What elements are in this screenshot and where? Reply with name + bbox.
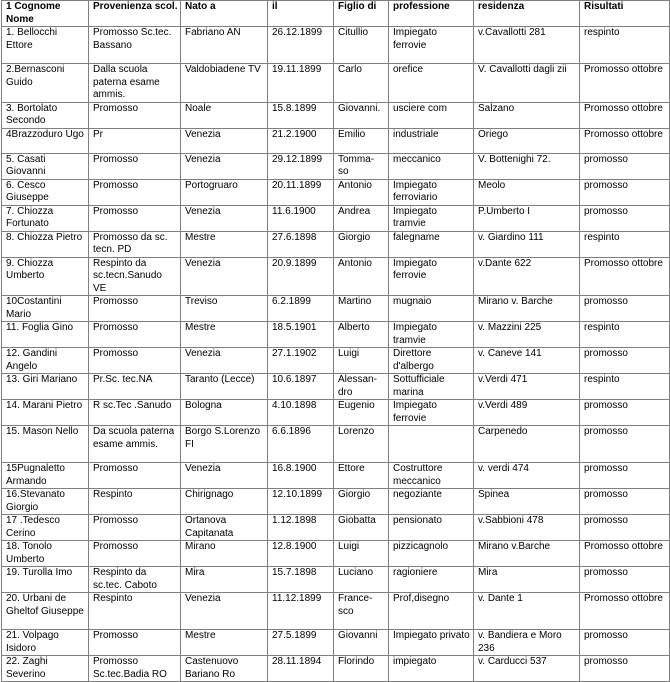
cell-nato-a: Fabriano AN	[181, 27, 268, 64]
cell-il: 11.6.1900	[268, 205, 334, 231]
cell-professione: Impiegato ferroviario	[389, 179, 474, 205]
table-row	[2, 102, 670, 128]
cell-figlio-di: Giobatta	[334, 515, 389, 541]
cell-figlio-di: Giorgio	[334, 489, 389, 515]
cell-cognome-nome: 20. Urbani de Gheltof Giuseppe	[2, 593, 89, 630]
cell-cognome-nome: 4Brazzoduro Ugo	[2, 128, 89, 153]
cell-professione: Impiegato tramvie	[389, 205, 474, 231]
cell-risultati: promosso	[580, 426, 670, 463]
cell-provenienza: Pr	[89, 128, 181, 153]
cell-residenza: v.Verdi 489	[474, 400, 580, 426]
cell-provenienza: Promosso Sc.tec.Badia RO	[89, 656, 181, 682]
header-residenza: residenza	[474, 1, 580, 27]
cell-cognome-nome: 7. Chiozza Fortunato	[2, 205, 89, 231]
header-nato-a: Nato a	[181, 1, 268, 27]
cell-risultati: promosso	[580, 463, 670, 489]
cell-professione: falegname	[389, 231, 474, 257]
cell-professione: Direttore d'albergo	[389, 348, 474, 374]
cell-il: 11.12.1899	[268, 593, 334, 630]
table-row	[2, 541, 670, 567]
cell-professione: Sottufficiale marina	[389, 374, 474, 400]
table-row	[2, 374, 670, 400]
cell-provenienza: Promosso	[89, 322, 181, 348]
cell-professione: Impiegato ferrovie	[389, 400, 474, 426]
cell-cognome-nome: 22. Zaghi Severino	[2, 656, 89, 682]
table-body	[2, 27, 670, 682]
cell-professione: impiegato	[389, 656, 474, 682]
cell-provenienza: Respinto da sc.tecn.Sanudo VE	[89, 257, 181, 296]
cell-professione: ragioniere	[389, 567, 474, 593]
cell-cognome-nome: 15. Mason Nello	[2, 426, 89, 463]
table-row	[2, 296, 670, 322]
cell-nato-a: Venezia	[181, 593, 268, 630]
cell-professione: pensionato	[389, 515, 474, 541]
cell-risultati: respinto	[580, 374, 670, 400]
cell-nato-a: Venezia	[181, 348, 268, 374]
cell-figlio-di: Lorenzo	[334, 426, 389, 463]
cell-il: 21.2.1900	[268, 128, 334, 153]
cell-provenienza: Promosso	[89, 463, 181, 489]
cell-cognome-nome: 19. Turolla Imo	[2, 567, 89, 593]
cell-professione: Prof,disegno	[389, 593, 474, 630]
cell-cognome-nome: 14. Marani Pietro	[2, 400, 89, 426]
cell-il: 27.1.1902	[268, 348, 334, 374]
header-il: il	[268, 1, 334, 27]
cell-residenza: V. Cavallotti dagli zii	[474, 64, 580, 103]
cell-nato-a: Venezia	[181, 257, 268, 296]
cell-figlio-di: Andrea	[334, 205, 389, 231]
cell-cognome-nome: 8. Chiozza Pietro	[2, 231, 89, 257]
cell-risultati: Promosso ottobre	[580, 64, 670, 103]
cell-residenza: Oriego	[474, 128, 580, 153]
cell-cognome-nome: 9. Chiozza Umberto	[2, 257, 89, 296]
cell-nato-a: Treviso	[181, 296, 268, 322]
cell-risultati: Promosso ottobre	[580, 128, 670, 153]
table-row	[2, 231, 670, 257]
cell-il: 26.12.1899	[268, 27, 334, 64]
cell-il: 1.12.1898	[268, 515, 334, 541]
cell-risultati: promosso	[580, 153, 670, 179]
cell-figlio-di: Alberto	[334, 322, 389, 348]
cell-il: 15.7.1898	[268, 567, 334, 593]
cell-residenza: v.Sabbioni 478	[474, 515, 580, 541]
cell-residenza: v. Caneve 141	[474, 348, 580, 374]
table-row	[2, 322, 670, 348]
cell-risultati: promosso	[580, 205, 670, 231]
cell-professione: Impiegato privato	[389, 630, 474, 656]
cell-professione: negoziante	[389, 489, 474, 515]
cell-nato-a: Mestre	[181, 231, 268, 257]
cell-residenza: v. verdi 474	[474, 463, 580, 489]
cell-figlio-di: Antonio	[334, 179, 389, 205]
cell-cognome-nome: 12. Gandini Angelo	[2, 348, 89, 374]
cell-residenza: P.Umberto I	[474, 205, 580, 231]
cell-provenienza: Promosso	[89, 296, 181, 322]
cell-risultati: promosso	[580, 296, 670, 322]
table-row	[2, 205, 670, 231]
cell-il: 20.11.1899	[268, 179, 334, 205]
header-professione: professione	[389, 1, 474, 27]
cell-nato-a: Chirignago	[181, 489, 268, 515]
header-provenienza: Provenienza scol.	[89, 1, 181, 27]
table-row	[2, 426, 670, 463]
cell-il: 27.6.1898	[268, 231, 334, 257]
cell-cognome-nome: 15Pugnaletto Armando	[2, 463, 89, 489]
cell-figlio-di: Luigi	[334, 541, 389, 567]
cell-il: 12.10.1899	[268, 489, 334, 515]
cell-figlio-di: Luigi	[334, 348, 389, 374]
cell-figlio-di: Emilio	[334, 128, 389, 153]
cell-il: 20.9.1899	[268, 257, 334, 296]
cell-professione: pizzicagnolo	[389, 541, 474, 567]
cell-figlio-di: Eugenio	[334, 400, 389, 426]
registry-table	[1, 0, 670, 682]
table-row	[2, 489, 670, 515]
cell-residenza: Mira	[474, 567, 580, 593]
cell-risultati: respinto	[580, 27, 670, 64]
cell-nato-a: Bologna	[181, 400, 268, 426]
cell-risultati: promosso	[580, 489, 670, 515]
cell-provenienza: Promosso	[89, 102, 181, 128]
cell-residenza: Meolo	[474, 179, 580, 205]
cell-cognome-nome: 2.Bernasconi Guido	[2, 64, 89, 103]
cell-cognome-nome: 1. Bellocchi Ettore	[2, 27, 89, 64]
cell-figlio-di: Martino	[334, 296, 389, 322]
table-row	[2, 128, 670, 153]
cell-nato-a: Venezia	[181, 205, 268, 231]
cell-residenza: v. Bandiera e Moro 236	[474, 630, 580, 656]
cell-nato-a: Venezia	[181, 463, 268, 489]
cell-figlio-di: Ettore	[334, 463, 389, 489]
cell-il: 4.10.1898	[268, 400, 334, 426]
cell-risultati: respinto	[580, 231, 670, 257]
cell-residenza: Carpenedo	[474, 426, 580, 463]
cell-cognome-nome: 16.Stevanato Giorgio	[2, 489, 89, 515]
table-row	[2, 179, 670, 205]
cell-residenza: v. Dante 1	[474, 593, 580, 630]
cell-residenza: v.Dante 622	[474, 257, 580, 296]
cell-cognome-nome: 11. Foglia Gino	[2, 322, 89, 348]
cell-nato-a: Mira	[181, 567, 268, 593]
cell-residenza: v. Giardino 111	[474, 231, 580, 257]
cell-residenza: Spinea	[474, 489, 580, 515]
cell-cognome-nome: 13. Giri Mariano	[2, 374, 89, 400]
cell-nato-a: Noale	[181, 102, 268, 128]
table-row	[2, 630, 670, 656]
cell-figlio-di: Florindo	[334, 656, 389, 682]
cell-provenienza: Promosso	[89, 205, 181, 231]
cell-professione: orefice	[389, 64, 474, 103]
cell-figlio-di: Giovanni	[334, 630, 389, 656]
cell-cognome-nome: 21. Volpago Isidoro	[2, 630, 89, 656]
cell-cognome-nome: 18. Tonolo Umberto	[2, 541, 89, 567]
cell-risultati: promosso	[580, 567, 670, 593]
cell-il: 29.12.1899	[268, 153, 334, 179]
cell-provenienza: Promosso	[89, 348, 181, 374]
cell-provenienza: Da scuola paterna esame ammis.	[89, 426, 181, 463]
cell-professione: Costruttore meccanico	[389, 463, 474, 489]
cell-figlio-di: Citullio	[334, 27, 389, 64]
cell-cognome-nome: 17 .Tedesco Cerino	[2, 515, 89, 541]
cell-il: 12.8.1900	[268, 541, 334, 567]
table-row	[2, 515, 670, 541]
cell-risultati: promosso	[580, 656, 670, 682]
cell-provenienza: Respinto da sc.tec. Caboto	[89, 567, 181, 593]
cell-figlio-di: Alessan- dro	[334, 374, 389, 400]
cell-nato-a: Mestre	[181, 322, 268, 348]
cell-risultati: respinto	[580, 322, 670, 348]
table-row	[2, 257, 670, 296]
cell-figlio-di: Carlo	[334, 64, 389, 103]
cell-residenza: v. Carducci 537	[474, 656, 580, 682]
cell-risultati: Promosso ottobre	[580, 102, 670, 128]
cell-residenza: Mirano v.Barche	[474, 541, 580, 567]
cell-il: 10.6.1897	[268, 374, 334, 400]
cell-professione: Impiegato ferrovie	[389, 257, 474, 296]
table-row	[2, 64, 670, 103]
cell-provenienza: Promosso Sc.tec. Bassano	[89, 27, 181, 64]
header-figlio-di: Figlio di	[334, 1, 389, 27]
cell-risultati: promosso	[580, 179, 670, 205]
cell-nato-a: Ortanova Capitanata	[181, 515, 268, 541]
cell-figlio-di: Giovanni.	[334, 102, 389, 128]
cell-provenienza: Promosso	[89, 515, 181, 541]
table-row	[2, 27, 670, 64]
cell-cognome-nome: 5. Casati Giovanni	[2, 153, 89, 179]
table-row	[2, 656, 670, 682]
cell-professione: usciere com	[389, 102, 474, 128]
cell-risultati: Promosso ottobre	[580, 541, 670, 567]
table-row	[2, 593, 670, 630]
cell-provenienza: Dalla scuola paterna esame ammis.	[89, 64, 181, 103]
table-row	[2, 348, 670, 374]
cell-figlio-di: France- sco	[334, 593, 389, 630]
cell-professione: meccanico	[389, 153, 474, 179]
cell-risultati: Promosso ottobre	[580, 593, 670, 630]
cell-provenienza: Respinto	[89, 593, 181, 630]
table-row	[2, 567, 670, 593]
cell-risultati: promosso	[580, 630, 670, 656]
cell-provenienza: R sc.Tec .Sanudo	[89, 400, 181, 426]
cell-il: 6.6.1896	[268, 426, 334, 463]
cell-nato-a: Mestre	[181, 630, 268, 656]
cell-residenza: v.Cavallotti 281	[474, 27, 580, 64]
cell-il: 19.11.1899	[268, 64, 334, 103]
cell-provenienza: Promosso	[89, 541, 181, 567]
cell-nato-a: Mirano	[181, 541, 268, 567]
cell-residenza: v. Mazzini 225	[474, 322, 580, 348]
cell-nato-a: Venezia	[181, 128, 268, 153]
cell-il: 28.11.1894	[268, 656, 334, 682]
cell-il: 6.2.1899	[268, 296, 334, 322]
cell-il: 27.5.1899	[268, 630, 334, 656]
cell-residenza: Salzano	[474, 102, 580, 128]
cell-cognome-nome: 10Costantini Mario	[2, 296, 89, 322]
cell-figlio-di: Luciano	[334, 567, 389, 593]
cell-risultati: Promosso ottobre	[580, 257, 670, 296]
cell-risultati: promosso	[580, 515, 670, 541]
cell-residenza: v.Verdi 471	[474, 374, 580, 400]
cell-risultati: promosso	[580, 400, 670, 426]
cell-nato-a: Venezia	[181, 153, 268, 179]
cell-figlio-di: Antonio	[334, 257, 389, 296]
cell-professione: mugnaio	[389, 296, 474, 322]
cell-residenza: V. Bottenighi 72.	[474, 153, 580, 179]
cell-professione: Impiegato tramvie	[389, 322, 474, 348]
cell-nato-a: Portogruaro	[181, 179, 268, 205]
cell-cognome-nome: 3. Bortolato Secondo	[2, 102, 89, 128]
cell-provenienza: Promosso da sc. tecn. PD	[89, 231, 181, 257]
header-row	[2, 1, 670, 27]
cell-il: 15.8.1899	[268, 102, 334, 128]
cell-provenienza: Respinto	[89, 489, 181, 515]
cell-professione	[389, 426, 474, 463]
cell-il: 16.8.1900	[268, 463, 334, 489]
cell-professione: Impiegato ferrovie	[389, 27, 474, 64]
cell-figlio-di: Tomma- so	[334, 153, 389, 179]
cell-il: 18.5.1901	[268, 322, 334, 348]
cell-provenienza: Pr.Sc. tec.NA	[89, 374, 181, 400]
cell-nato-a: Valdobiadene TV	[181, 64, 268, 103]
table-row	[2, 153, 670, 179]
header-risultati: Risultati	[580, 1, 670, 27]
cell-provenienza: Promosso	[89, 630, 181, 656]
cell-risultati: promosso	[580, 348, 670, 374]
table-row	[2, 400, 670, 426]
cell-residenza: Mirano v. Barche	[474, 296, 580, 322]
header-cognome-nome: 1 Cognome Nome	[2, 1, 89, 27]
cell-professione: industriale	[389, 128, 474, 153]
cell-nato-a: Castenuovo Bariano Ro	[181, 656, 268, 682]
cell-provenienza: Promosso	[89, 179, 181, 205]
cell-cognome-nome: 6. Cesco Giuseppe	[2, 179, 89, 205]
table-row	[2, 463, 670, 489]
cell-nato-a: Taranto (Lecce)	[181, 374, 268, 400]
cell-provenienza: Promosso	[89, 153, 181, 179]
cell-figlio-di: Giorgio	[334, 231, 389, 257]
cell-nato-a: Borgo S.Lorenzo FI	[181, 426, 268, 463]
